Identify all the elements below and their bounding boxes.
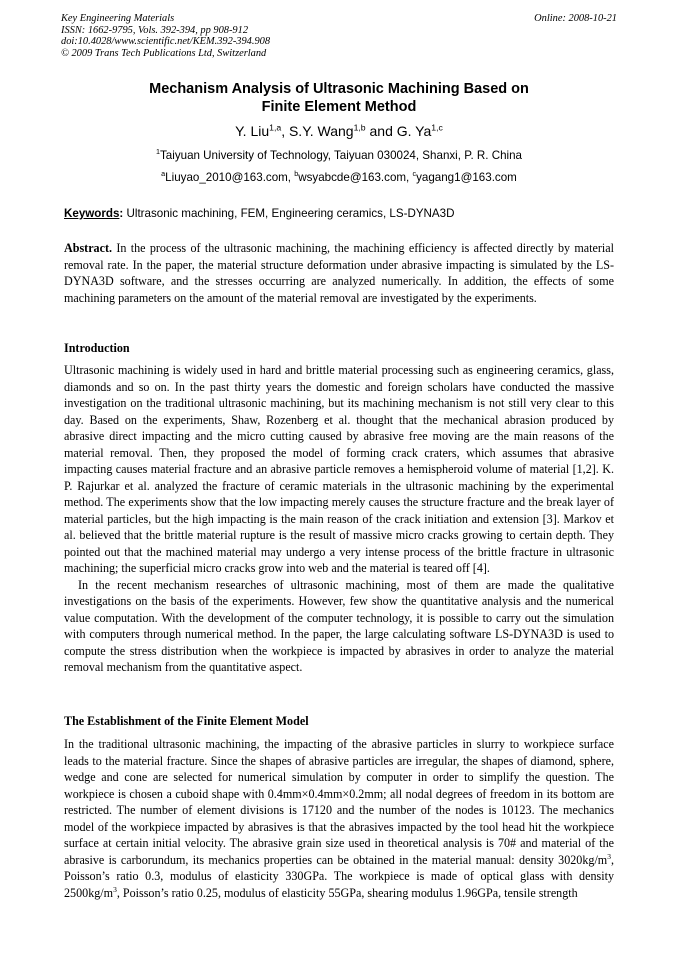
- keywords-colon: :: [119, 207, 127, 220]
- keywords-label: Keywords: [64, 207, 120, 220]
- affiliation: [61, 148, 617, 164]
- author-2: S.Y. Wang: [288, 123, 354, 139]
- email-marker-a: a: [161, 169, 166, 179]
- issn-line: ISSN: 1662-9795, Vols. 392-394, pp 908-912: [61, 24, 249, 36]
- unit-exponent: 3: [607, 851, 611, 861]
- introduction-body: [64, 362, 614, 676]
- online-date: Online: 2008-10-21: [534, 13, 617, 24]
- author-list: [61, 122, 617, 140]
- author-separator: ,: [281, 123, 289, 139]
- section-heading-introduction: Introduction: [64, 341, 130, 355]
- paragraph: Ultrasonic machining is widely used in hard and brittle material processing such as engineering ceramics, glass, diamonds and so on. In the past thirty years the domestic and foreign scholars have conducted the massive investigation on the traditional ultrasonic machining, but its machining mechanism is not still very clear to this day. Based on the experiments, Shaw, Rozenberg et al. thought that the mechanical abrasion produced by abrasive direct impacting and the micro cutting caused by abrasive free moving are the main reasons of the material removal. Then, they proposed the model of forming crack craters, which assumes that abrasive impacting causes material fracture and an abrasive particle removes a hemispheroid volume of material [1,2]. K. P. Rajurkar et al. analyzed the fracture of ceramic materials in the ultrasonic machining by the experimental method. The experiments show that the low impacting merely causes the structure fracture and the break layer of material particles, but the high impacting is the main reason of the crack initiation and extension [3]. Markov et al. believed that the brittle material rupture is the result of massive micro cracks growing to certain depth. They pointed out that the machined material may undergo a very intense process of the brittle fracture in ultrasonic machining; the superficial micro cracks grow into web and the material is teared off [4].: [64, 363, 614, 575]
- title-line-2: Finite Element Method: [261, 99, 417, 115]
- author-3: G. Ya: [396, 123, 432, 139]
- abstract: [64, 240, 614, 306]
- email-b: wsyabcde@163.com,: [298, 171, 413, 184]
- email-list: [61, 170, 617, 186]
- copyright-line: © 2009 Trans Tech Publications Ltd, Switzerland: [61, 47, 267, 59]
- email-a: Liuyao_2010@163.com,: [165, 171, 295, 184]
- affiliation-text: Taiyuan University of Technology, Taiyuan 030024, Shanxi, P. R. China: [160, 149, 522, 162]
- author-2-affil: 1,b: [353, 122, 366, 133]
- journal-header: [61, 13, 617, 59]
- title-line-1: Mechanism Analysis of Ultrasonic Machining Based on: [149, 81, 529, 97]
- author-3-affil: 1,c: [431, 122, 443, 133]
- paragraph-text: , Poisson’s ratio 0.25, modulus of elasticity 55GPa, shearing modulus 1.96GPa, tensile strength: [116, 885, 578, 900]
- email-marker-c: c: [412, 169, 417, 179]
- abstract-label: Abstract.: [64, 241, 113, 255]
- paper-title: [61, 80, 617, 116]
- paragraph-text: In the traditional ultrasonic machining, the impacting of the abrasive particles in slurry to workpiece surface leads to the material fracture. Since the shapes of abrasive particles are irregular, the shapes of diamond, sphere, wedge and cone are selected for numerical simulation by computer in order to simplify the question. The workpiece is chosen a cuboid shape with 0.4mm×0.4mm×0.2mm; all nodal degrees of freedom in its bottom are restricted. The number of element divisions is 17120 and the number of the nodes is 10123. The mechanics model of the workpiece impacted by abrasives is that the abrasives impacted by the tool head hit the workpiece surface at certain initial velocity. The abrasive grain size used in theoretical analysis is 70# and material of the abrasive is carborundum, its mechanics properties can be obtained in the material manual: density 3020kg/m: [64, 737, 614, 867]
- paragraph-text: , Poisson’s ratio 0.3, modulus of elasticity 330GPa. The workpiece is made of optical glass with density 2500kg/m: [64, 852, 614, 900]
- email-marker-b: b: [294, 169, 299, 179]
- email-c: yagang1@163.com: [416, 171, 517, 184]
- doi-line: doi:10.4028/www.scientific.net/KEM.392-394.908: [61, 36, 271, 48]
- author-1: Y. Liu: [235, 123, 270, 139]
- paragraph: In the recent mechanism researches of ultrasonic machining, most of them are made the qualitative investigations on the basis of the experiments. However, few show the quantitative analysis and the numerical value computation. With the development of the computer technology, it is possible to carry out the simulation with computers through numerical method. In the paper, the large calculating software LS-DYNA3D is used to compute the stress distribution when the workpiece is impacted by abrasives in order to analyze the material removal mechanism from the quantitative aspect.: [64, 577, 614, 674]
- fem-section-body: [64, 736, 614, 901]
- affiliation-marker: 1: [156, 147, 160, 157]
- keywords: [64, 206, 617, 222]
- author-1-affil: 1,a: [269, 122, 282, 133]
- abstract-text: In the process of the ultrasonic machining, the machining efficiency is affected directly by material removal rate. In the paper, the material structure deformation under abrasive impacting is simulated by the LS-DYNA3D software, and the stresses occurring are analyzed numerically. In addition, the effects of some machining parameters on the amount of the material removal are investigated by the experiments.: [64, 241, 614, 305]
- unit-exponent: 3: [113, 884, 117, 894]
- section-heading-fem-model: The Establishment of the Finite Element Model: [64, 714, 309, 728]
- journal-name: Key Engineering Materials: [61, 13, 175, 24]
- author-separator: and: [365, 123, 397, 139]
- keywords-text: Ultrasonic machining, FEM, Engineering ceramics, LS-DYNA3D: [126, 207, 455, 220]
